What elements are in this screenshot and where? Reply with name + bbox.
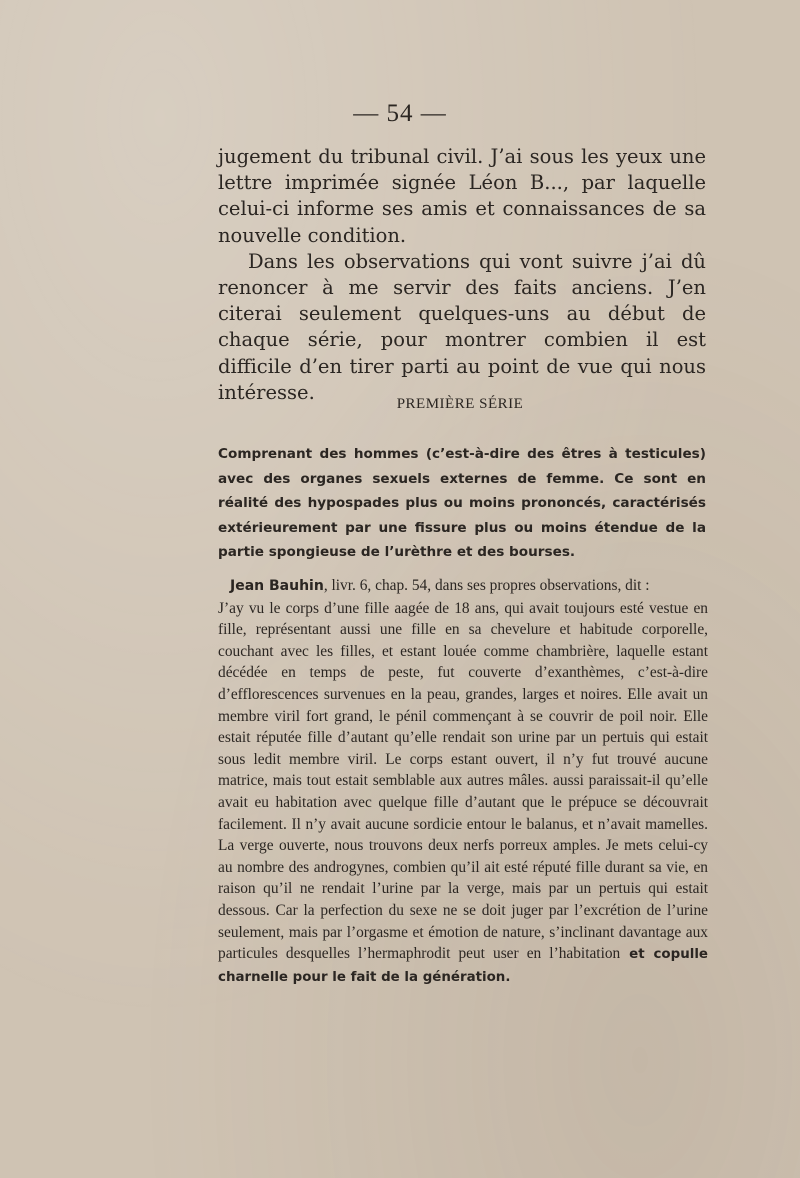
intro-paragraph-2: Dans les observations qui vont suivre j’ai dû renoncer à me servir des faits anciens. J’en citerai seulement quelques-uns au début de chaque série, pour montrer combien il est difficile d’en tirer parti au point de vue qui nous intéresse. [218, 249, 706, 404]
series-description [218, 442, 706, 565]
observation-author: Jean Bauhin [230, 578, 324, 594]
observation-paragraph [218, 598, 708, 989]
series-description-text: Comprenant des hommes (c’est-à-dire des êtres à testicules) avec des organes sexuels externes de femme. Ce sont en réalité des hypospades plus ou moins prononcés, caractérisés extérieurement par une fissure plus ou moins étendue de la partie spongieuse de l’urèthre et des bourses. [218, 446, 706, 560]
intro-text [218, 144, 706, 406]
observation-block [218, 575, 708, 988]
observation-text-end: et copulle charnelle pour le fait de la génération. [218, 947, 709, 985]
observation-reference-line [218, 575, 708, 598]
intro-paragraph-1: jugement du tribunal civil. J’ai sous les yeux une lettre imprimée signée Léon B..., par laquelle celui-ci informe ses amis et connaissances de sa nouvelle condition. [218, 145, 706, 247]
observation-reference: , livr. 6, chap. 54, dans ses propres observations, dit : [323, 577, 650, 594]
observation-text: J’ay vu le corps d’une fille aagée de 18 ans, qui avait toujours esté vestue en fille, représentant aussi une fille en sa chevelure et habitude corporelle, couchant avec les filles, et estant louée comme chambrière, laquelle estant décédée en temps de peste, fut couverte d’exanthèmes, c’est-à-dire d’efflorescences survenues en la peau, grandes, larges et noires. Elle avait un membre viril fort grand, le pénil commençant à se couvrir de poil noir. Elle estait réputée fille d’autant qu’elle rendait son urine par un pertuis qui estait sous ledit membre viril. Le corps estant ouvert, il n’y fut trouvé aucune matrice, mais tout estait semblable aux autres mâles. aussi paraissait-il qu’elle avait eu habitation avec quelque fille d’autant que le prépuce se découvrait facilement. Il n’y avait aucune sordicie entour le balanus, et n’avait mamelles. La verge ouverte, nous trouvons deux nerfs porreux amples. Je mets celui-cy au nombre des androgynes, combien qu’il ait esté réputé fille durant sa vie, en raison qu’il ne rendait l’urine par la verge, mais par un pertuis qui estait dessous. Car la perfection du sexe ne se doit juger par l’excrétion de l’urine seulement, mais par l’orgasme et émotion de nature, s’inclinant davantage aux particules desquelles l’hermaphrodit peut user en l’habitation [218, 599, 708, 963]
series-title: PREMIÈRE SÉRIE [396, 396, 524, 412]
page-number: — 54 — [353, 100, 447, 127]
